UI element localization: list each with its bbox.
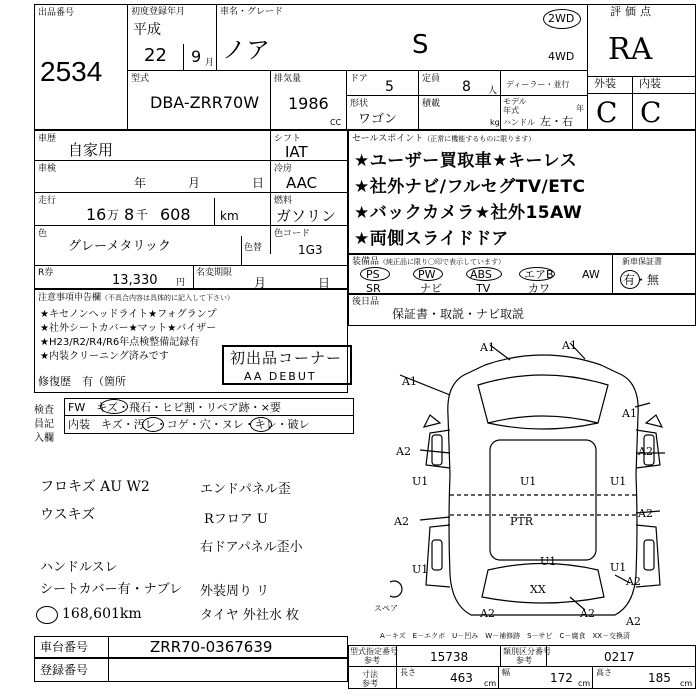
color-code: 1G3 (298, 243, 323, 257)
capacity: 8 (462, 79, 471, 95)
lot-number: 2534 (40, 56, 103, 87)
hw-left-3: ハンドルスレ (40, 560, 118, 575)
equip-navi: ナビ (420, 282, 442, 295)
mark-ptr: PTR (510, 515, 534, 528)
ac: AAC (286, 174, 318, 192)
mark-a2-8: A2 (626, 615, 641, 628)
color-exchange-label: 色替 (244, 243, 263, 253)
mark-a2-6: A2 (580, 607, 595, 620)
length-label: 長さ (400, 668, 416, 677)
notes-title: 注意事項申告欄（不具合内容は具体的に記入して下さい） (38, 293, 235, 303)
model-year-label: モデル年式 (503, 97, 527, 115)
model-label: 型式 (131, 74, 150, 84)
width-label: 幅 (502, 668, 510, 677)
exterior-label: 外装 (594, 77, 616, 90)
stamp-line2: AA DEBUT (244, 370, 317, 383)
color-label: 色 (38, 229, 48, 239)
mileage-man: 16 (86, 205, 107, 224)
height-unit: cm (680, 679, 693, 688)
equip-aw: AW (582, 268, 600, 281)
note-3: ★H23/R2/R4/R6年点検整備記録有 (40, 337, 200, 348)
sales-point-4: ★両側スライドドア (354, 229, 509, 249)
equipment-label: 装備品（純正品に限り〇印で表示しています） (352, 257, 506, 267)
sales-point-label: セールスポイント（正常に機能するものに限ります） (352, 134, 536, 144)
mark-u1-1: U1 (412, 475, 429, 488)
category-no: 0217 (604, 650, 635, 664)
ref-label-1: 参考 (364, 656, 380, 665)
shift: IAT (285, 143, 308, 161)
height-label: 高さ (596, 668, 612, 677)
repair-label: 修復歴 有（箇所 (38, 375, 126, 388)
fuel: ガソリン (276, 207, 337, 225)
sen-unit: 千 (136, 208, 149, 222)
km-unit: km (220, 209, 239, 223)
equip-ps: PS (366, 268, 380, 281)
mileage-sen: 8 (124, 205, 135, 224)
man-unit: 万 (107, 208, 120, 222)
mark-a2-1: A2 (396, 445, 411, 458)
type-designation-label: 型式指定番号 (350, 647, 398, 656)
person-unit: 人 (488, 86, 498, 96)
model-year-unit: 年 (576, 104, 584, 113)
chassis-number: ZRR70-0367639 (150, 638, 273, 656)
mark-u1-3: U1 (610, 475, 627, 488)
reg-month: 9 (191, 47, 202, 66)
hw-right-5: タイヤ 外社水 枚 (200, 608, 300, 623)
note-2: ★社外シートカバー★マット★バイザー (40, 323, 217, 334)
after-label: 後日品 (352, 297, 380, 307)
ref-label-2: 参考 (516, 656, 532, 665)
displacement: 1986 (288, 94, 329, 113)
name-change-label: 名変期限 (196, 268, 233, 278)
chassis-label: 車台番号 (40, 640, 89, 654)
load-label: 積載 (422, 99, 441, 109)
length: 463 (450, 671, 473, 685)
mark-xx: XX (530, 583, 546, 596)
inspection-month: 月 (188, 176, 201, 190)
stamp-line1: 初出品コーナー (230, 349, 343, 367)
name-change-month: 月 (254, 276, 267, 290)
mark-a1-2: A1 (562, 339, 577, 352)
mark-a2-5: A2 (626, 575, 641, 588)
era: 平成 (133, 22, 161, 38)
category-label: 類別区分番号 (503, 647, 551, 656)
note-4: ★内装クリーニング済みです (40, 351, 169, 362)
name-change-day: 日 (318, 276, 331, 290)
ref-label-3: 参考 (362, 679, 378, 688)
kg-unit: kg (490, 118, 500, 127)
hw-right-4: 外装周り リ (200, 584, 270, 599)
spare-label: スペア (374, 604, 398, 613)
recycle-fee: 13,330 (112, 273, 158, 288)
score-label: 評価点 (610, 5, 655, 18)
car-name: ノア (222, 36, 270, 64)
displacement-label: 排気量 (274, 74, 302, 84)
capacity-label: 定員 (422, 74, 441, 84)
hw-left-5: 168,601km (62, 606, 142, 622)
yen-unit: 円 (176, 278, 186, 288)
reg-no-label: 登録番号 (40, 663, 89, 677)
month-unit: 月 (205, 58, 215, 68)
mileage-label: 走行 (38, 196, 57, 206)
history: 自家用 (68, 141, 114, 159)
mark-u1-4: U1 (412, 563, 429, 576)
hw-left-2: ウスキズ (40, 507, 96, 523)
equip-airbag: エアB (524, 268, 554, 281)
interior-label: 内装 (639, 77, 661, 90)
equip-sr: SR (366, 282, 381, 295)
inspector-interior: 内装 キズ・汚レ・コゲ・穴・ヌレ・キレ・破レ (68, 418, 310, 431)
height: 185 (648, 671, 671, 685)
mark-u1-5: U1 (610, 561, 627, 574)
length-unit: cm (484, 679, 497, 688)
history-label: 車歴 (38, 134, 57, 144)
mark-a2-4: A2 (638, 507, 653, 520)
ac-label: 冷房 (274, 164, 293, 174)
shift-label: シフト (274, 134, 302, 144)
inspector-fw: FW キズ・飛石・ヒビ割・リペア跡・×要 (68, 401, 281, 414)
interior-grade: C (640, 96, 662, 129)
after-items: 保証書・取説・ナビ取説 (392, 307, 525, 321)
equip-abs: ABS (470, 268, 492, 281)
handle-value: 左・右 (540, 115, 573, 128)
note-1: ★キセノンヘッドライト★フォグランプ (40, 309, 217, 320)
recycle-label: R券 (38, 268, 54, 278)
mark-u1-6: U1 (540, 555, 557, 568)
hw-right-1: エンドパネル歪 (200, 482, 291, 497)
drive-4wd: 4WD (548, 50, 575, 63)
car-damage-diagram (390, 335, 696, 635)
exterior-grade: C (596, 96, 618, 129)
handle-label: ハンドル (503, 118, 535, 127)
first-reg-label: 初度登録年月 (131, 7, 186, 17)
sales-point-3: ★バックカメラ★社外15AW (354, 203, 583, 223)
lot-number-label: 出品番号 (38, 8, 75, 18)
fuel-label: 燃料 (274, 196, 293, 206)
cc-unit: CC (330, 118, 342, 127)
mark-a2-3: A2 (394, 515, 409, 528)
mark-a2-7: A2 (480, 607, 495, 620)
inspection-day: 日 (252, 176, 265, 190)
dims-label: 寸法 (362, 670, 378, 679)
mark-a1-1: A1 (480, 341, 495, 354)
inspection-label: 車検 (38, 164, 57, 174)
hw-left-4: シートカバー有・ナブレ (40, 582, 183, 597)
model-code: DBA-ZRR70W (150, 93, 260, 112)
dealer-label: ディーラー・並行 (506, 80, 570, 89)
inspector-label: 検査員記入欄 (34, 405, 54, 444)
hw-right-3: 右ドアパネル歪小 (200, 540, 303, 555)
hw-right-2: Rフロア U (204, 512, 268, 527)
mileage-rest: 608 (160, 205, 191, 224)
reg-year: 22 (144, 45, 167, 66)
doors-label: ドア (350, 74, 368, 84)
inspection-year: 年 (134, 176, 147, 190)
mark-u1-2: U1 (520, 475, 537, 488)
doors: 5 (385, 79, 394, 95)
drive-2wd: 2WD (548, 12, 575, 25)
type-designation-no: 15738 (430, 650, 469, 664)
car-name-label: 車名・グレード (220, 7, 284, 17)
hw-left-1: フロキズ AU W2 (40, 479, 150, 495)
color-code-label: 色コード (274, 229, 311, 239)
mark-a2-2: A2 (638, 445, 653, 458)
new-warranty-label: 新車保証書 (622, 257, 662, 266)
grade: S (412, 30, 429, 60)
mark-a1-3: A1 (402, 375, 417, 388)
sales-point-1: ★ユーザー買取車★キーレス (354, 151, 578, 171)
color: グレーメタリック (68, 239, 171, 254)
equip-tv: TV (476, 282, 491, 295)
width-unit: cm (578, 679, 591, 688)
damage-legend: A－キズ E－エクボ U－凹み W－補修跡 S－サビ C－腐食 XX－交換済 (380, 632, 631, 640)
body-type: ワゴン (358, 112, 398, 127)
equip-leather: カワ (528, 282, 550, 295)
score: RA (608, 32, 653, 67)
sales-point-2: ★社外ナビ/フルセグTV/ETC (354, 177, 586, 197)
width: 172 (550, 671, 573, 685)
body-type-label: 形状 (350, 99, 369, 109)
mark-a1-4: A1 (622, 407, 637, 420)
equip-pw: PW (418, 268, 436, 281)
warranty-value: 有・無 (623, 273, 660, 287)
